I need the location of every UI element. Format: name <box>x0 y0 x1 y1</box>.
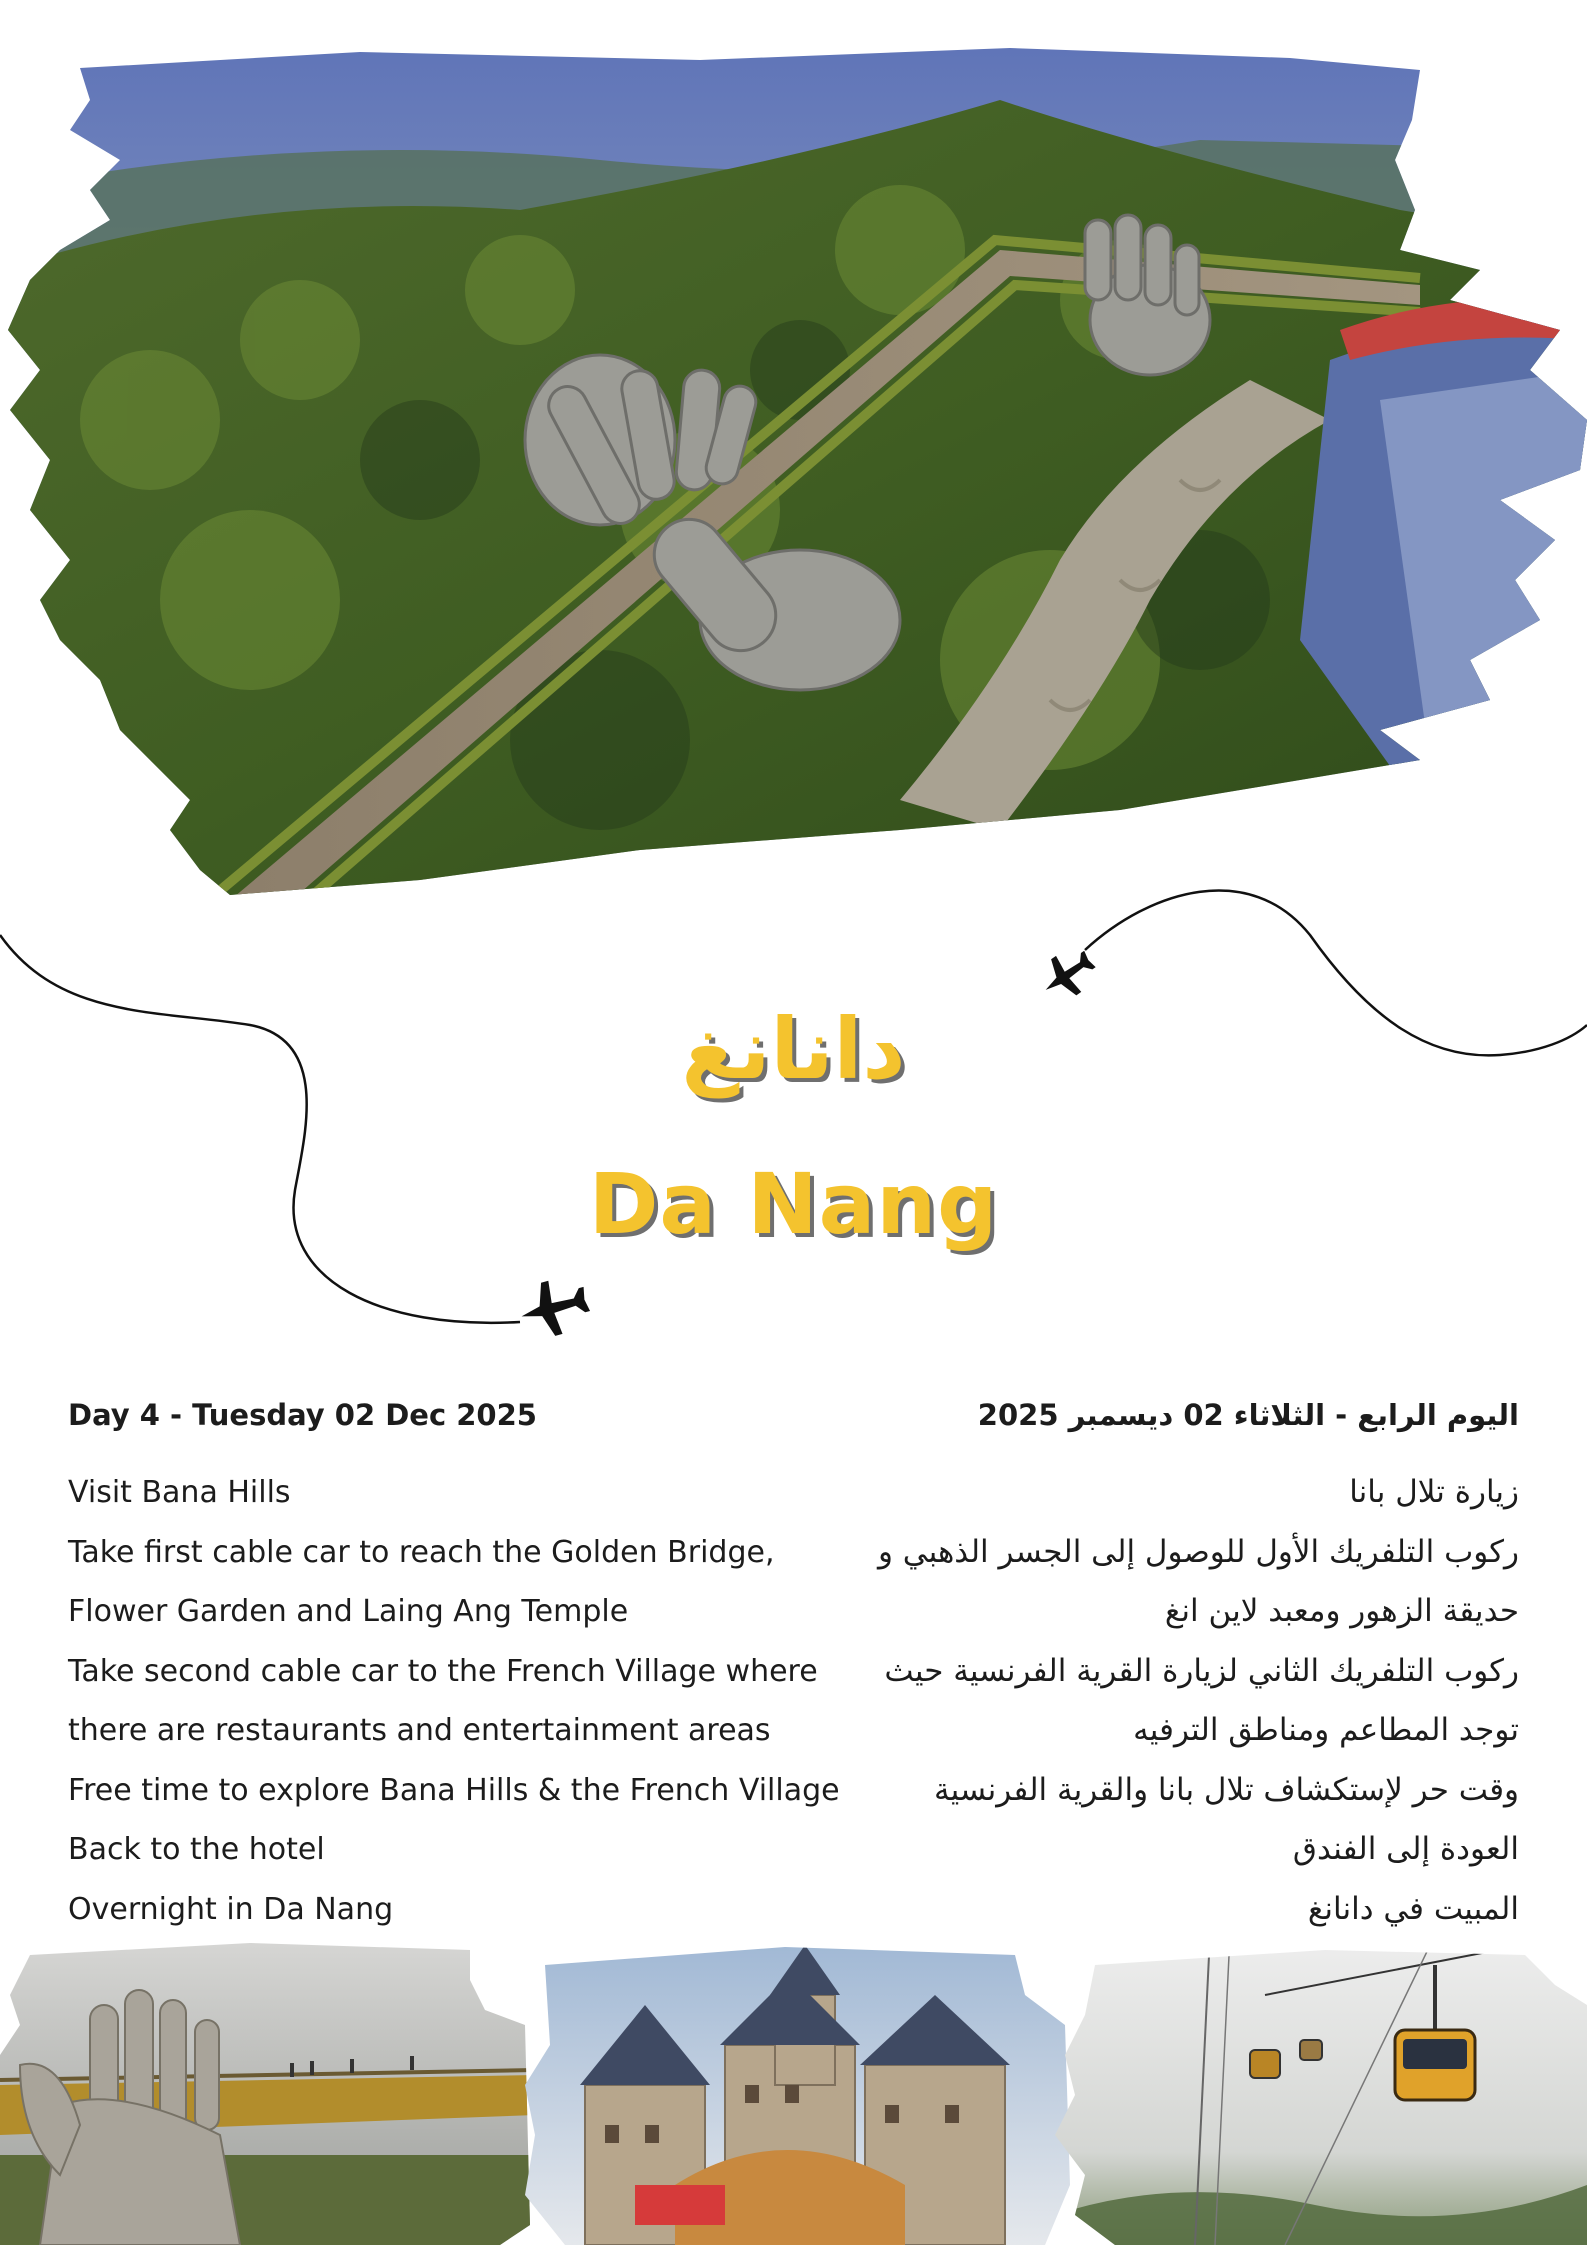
title-english: Da Nang <box>588 1155 999 1253</box>
hero-golden-bridge-photo <box>0 40 1587 920</box>
flight-route-left <box>0 935 520 1323</box>
itinerary-line: Take second cable car to the French Village where <box>68 1653 818 1689</box>
day-heading-arabic: اليوم الرابع - الثلاثاء 02 ديسمبر 2025 <box>977 1398 1519 1432</box>
itinerary-line: there are restaurants and entertainment areas <box>68 1713 771 1748</box>
itinerary-english <box>68 1395 840 1939</box>
photo-golden-bridge-hands <box>0 1935 535 2245</box>
day-heading-english: Day 4 - Tuesday 02 Dec 2025 <box>68 1398 537 1432</box>
photo-french-village <box>525 1935 1070 2245</box>
itinerary-arabic <box>739 1395 1519 1939</box>
itinerary-line: زيارة تلال بانا <box>1349 1474 1519 1510</box>
itinerary-line: Flower Garden and Laing Ang Temple <box>68 1594 629 1629</box>
itinerary-line: حديقة الزهور ومعبد لاين انغ <box>1164 1593 1519 1629</box>
itinerary-line: توجد المطاعم ومناطق الترفيه <box>1133 1712 1519 1748</box>
itinerary-line: Back to the hotel <box>68 1832 325 1867</box>
airplane-icon <box>1033 941 1102 1008</box>
itinerary-line: Free time to explore Bana Hills & the French Village <box>68 1772 840 1808</box>
photo-cable-car <box>1055 1935 1587 2245</box>
itinerary-line: ركوب التلفريك الأول للوصول إلى الجسر الذهبي و <box>877 1533 1519 1570</box>
itinerary-line: Take first cable car to reach the Golden Bridge, <box>68 1534 775 1570</box>
itinerary-line: وقت حر لإستكشاف تلال بانا والقرية الفرنسية <box>934 1771 1519 1808</box>
itinerary-line: Visit Bana Hills <box>68 1475 291 1510</box>
flight-route-decoration <box>0 860 1587 1360</box>
title-arabic: دانانغ <box>681 1000 906 1098</box>
airplane-icon <box>514 1272 593 1343</box>
itinerary-line: Overnight in Da Nang <box>68 1891 394 1927</box>
itinerary-line: ركوب التلفريك الثاني لزيارة القرية الفرنسية حيث <box>884 1652 1519 1689</box>
itinerary-line: المبيت في دانانغ <box>1307 1890 1519 1927</box>
itinerary-line: العودة إلى الفندق <box>1292 1831 1519 1867</box>
